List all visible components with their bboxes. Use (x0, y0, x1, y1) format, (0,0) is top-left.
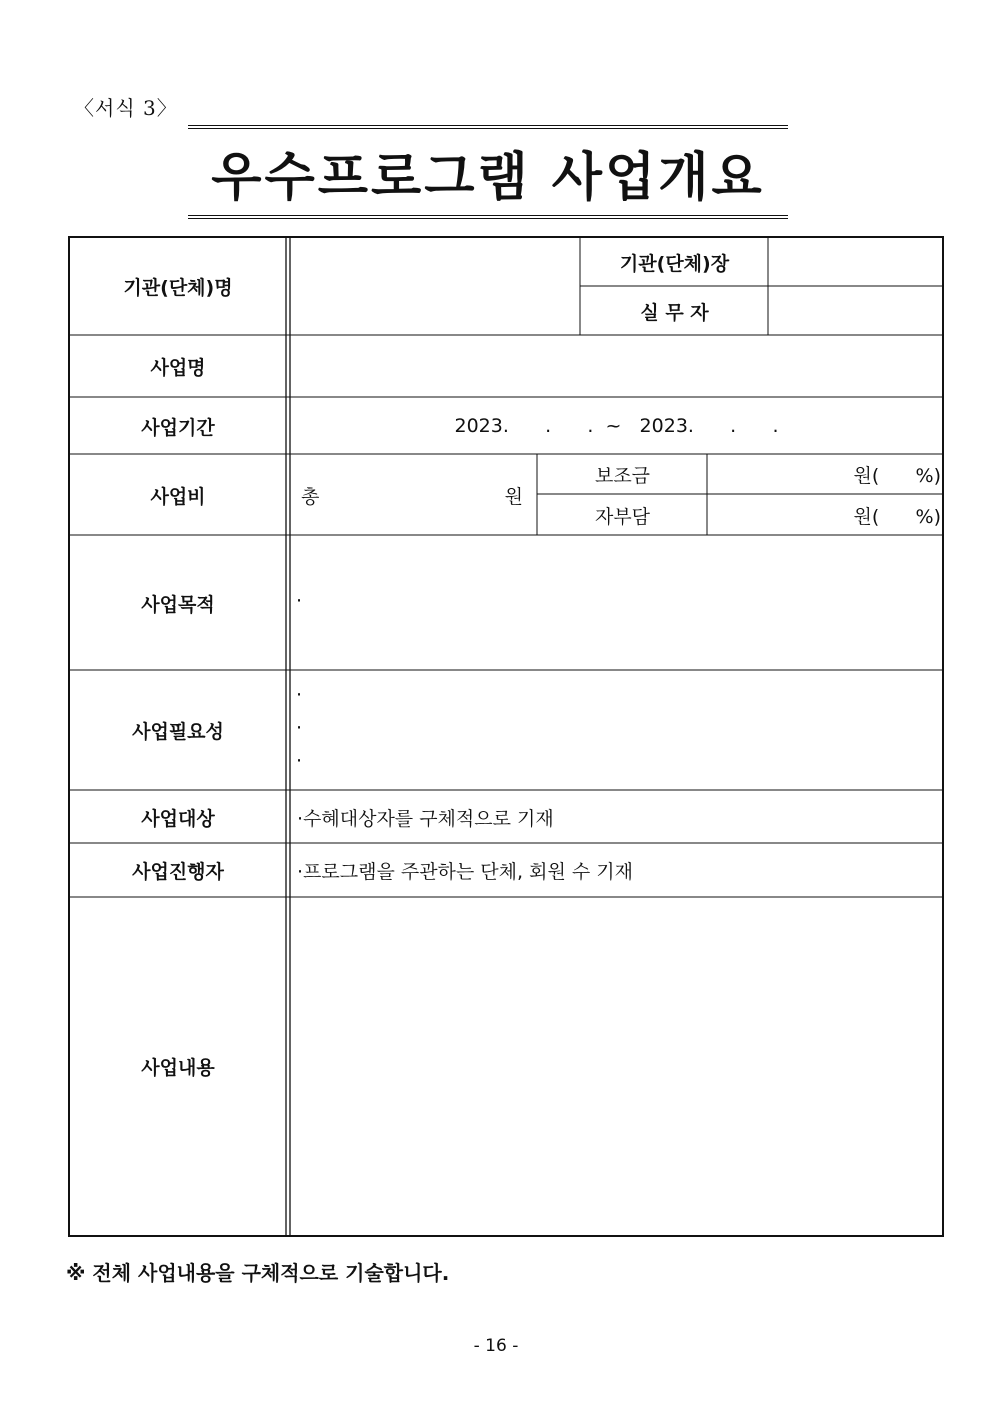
operator-label: 사업진행자 (132, 861, 224, 883)
footnote: ※ 전체 사업내용을 구체적으로 기술합니다. (66, 1261, 450, 1285)
self-burden-field[interactable]: 원( %) (853, 505, 941, 528)
subsidy-field[interactable]: 원( %) (853, 465, 941, 487)
project-name-label: 사업명 (150, 357, 206, 379)
purpose-bullet: · (296, 590, 303, 612)
subsidy-label: 보조금 (594, 465, 651, 487)
page-title: 우수프로그램 사업개요 (211, 147, 765, 208)
target-label: 사업대상 (141, 807, 215, 830)
staff-field[interactable] (769, 287, 942, 335)
purpose-field[interactable] (291, 536, 942, 670)
operator-field[interactable]: ·프로그램을 주관하는 단체, 회원 수 기재 (297, 861, 633, 883)
org-name-field[interactable] (291, 238, 580, 335)
necessity-field[interactable] (291, 671, 942, 790)
org-name-label: 기관(단체)명 (123, 277, 233, 299)
total-unit: 원 (504, 485, 523, 508)
content-label: 사업내용 (141, 1057, 215, 1079)
necessity-bullet: · (296, 750, 303, 772)
total-prefix: 총 (301, 485, 320, 508)
staff-label: 실 무 자 (640, 301, 709, 324)
self-burden-label: 자부담 (594, 505, 651, 528)
budget-label: 사업비 (150, 485, 206, 508)
org-head-field[interactable] (769, 238, 942, 286)
title-box (188, 125, 788, 219)
necessity-bullet: · (296, 717, 303, 739)
target-field[interactable]: ·수혜대상자를 구체적으로 기재 (297, 807, 554, 830)
form-number-label: 〈서식 3〉 (74, 96, 178, 120)
period-field[interactable]: 2023. . . ~ 2023. . . (454, 415, 779, 437)
project-name-field[interactable] (291, 336, 942, 397)
period-label: 사업기간 (141, 416, 215, 439)
content-field[interactable] (291, 898, 942, 1235)
org-head-label: 기관(단체)장 (619, 252, 730, 275)
necessity-bullet: · (296, 684, 303, 706)
total-budget-field[interactable] (291, 455, 537, 535)
page-number: - 16 - (473, 1336, 519, 1356)
purpose-label: 사업목적 (141, 593, 215, 616)
necessity-label: 사업필요성 (132, 721, 224, 743)
